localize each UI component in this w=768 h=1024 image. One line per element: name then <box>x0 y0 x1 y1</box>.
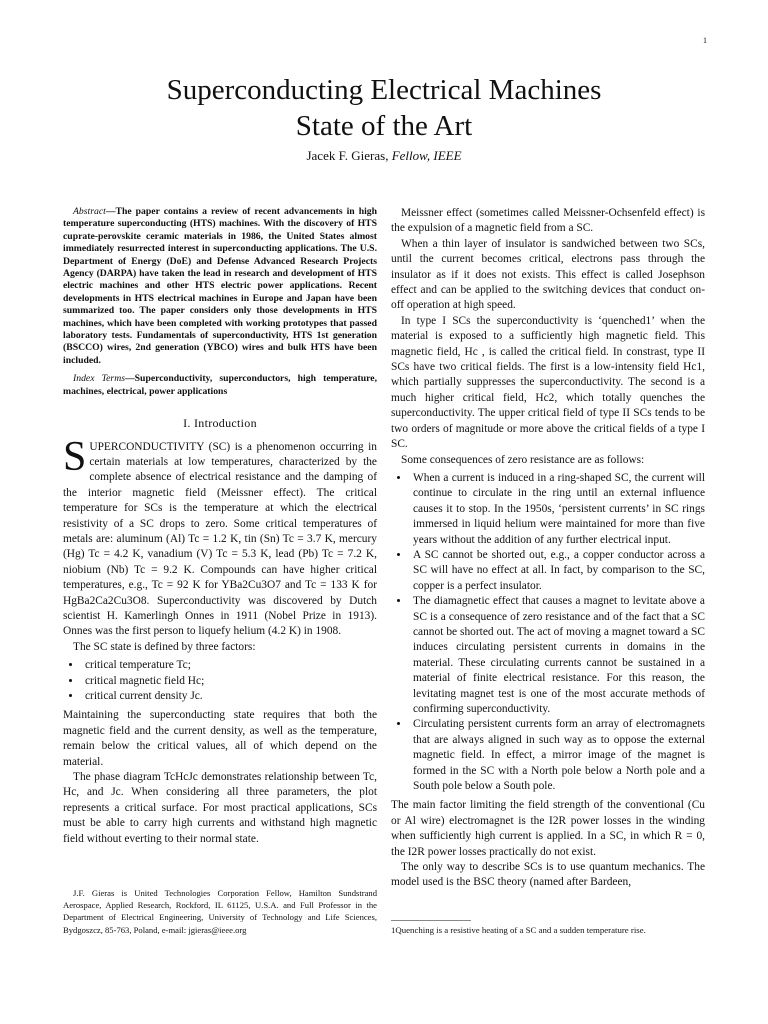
paper-title <box>0 72 768 144</box>
intro-paragraph-3: Maintaining the superconducting state requires that both the magnetic field and the current density, as well as the temperature, remain below the critical values, all of which depend on the material. <box>63 709 377 768</box>
list-item: • Circulating persistent currents form an array of electromagnets that are always aligned in such way as to oppose the external magnetic field. In effect, a mirror image of the magnet is formed in the SC with a North pole below a North pole and a South pole below a South pole. <box>410 717 705 794</box>
footnote-rule <box>391 920 471 921</box>
right-paragraph-1: Meissner effect (sometimes called Meissner-Ochsenfeld effect) is the expulsion of a magnetic field from a SC. <box>391 207 705 235</box>
author-name: Jacek F. Gieras, <box>306 148 389 163</box>
section-heading: I. Introduction <box>183 416 257 431</box>
right-paragraph-3: In type I SCs the superconductivity is ‘quenched1’ when the material is exposed to a sufficiently high magnetic field. This magnetic field, Hc , is called the critical field. In constrast, type II SCs have two critical fields. The first is a low-intensity field Hc1, which partially suppresses the superconductivity. The second is a much higher critical field, Hc2, which totally quenches the superconductivity. The upper critical field of type II SCs tends to be two orders of magnitude or more above the critical fields of a type I SC. <box>391 314 705 451</box>
right-paragraph-6: The only way to describe SCs is to use quantum mechanics. The model used is the BSC theory (named after Bardeen, <box>391 861 705 889</box>
author-line <box>0 148 768 164</box>
page-number: 1 <box>703 36 707 45</box>
index-text: —Superconductivity, superconductors, high temperature, machines, electrical, power applications <box>63 373 377 397</box>
intro-paragraph-2: The SC state is defined by three factors: <box>73 640 256 653</box>
list-item: • critical temperature Tc; <box>82 658 377 673</box>
title-line-1: Superconducting Electrical Machines <box>166 74 602 106</box>
list-item: • When a current is induced in a ring-shaped SC, the current will continue to circulate in the ring until an external influence causes it to stop. In the 1950s, ‘persistent currents’ in SC rings immersed in liquid helium were maintained for more than five years without the addition of any further electrical input. <box>410 471 705 548</box>
intro-text-1: UPERCONDUCTIVITY (SC) is a phenomenon occurring in certain materials at low temperatures, characterized by the complete absence of electrical resistance and the damping of the interior magnetic field (Meissner effect). The critical temperature for SCs is the temperature at which the electrical resistivity of a SC drops to zero. Some critical temperatures of metals are: aluminum (Al) Tc = 1.2 K, tin (Sn) Tc = 3.7 K, mercury (Hg) Tc = 4.2 K, vanadium (V) Tc = 5.3 K, lead (Pb) Tc = 7.2 K, niobium (Nb) Tc = 9.2 K. Compounds can have higher critical temperatures, e.g., Tc = 92 K for YBa2Cu3O7 and Tc = 133 K for HgBa2Ca2Cu3O8. Superconductivity was discovered by Dutch scientist H. Kamerlingh Onnes in 1911 (Nobel Prize in 1913). Onnes was the first person to liquefy helium (4.2 K) in 1908. <box>63 440 377 638</box>
right-paragraph-4: Some consequences of zero resistance are as follows: <box>401 453 645 466</box>
factors-list <box>63 658 377 704</box>
abstract <box>63 206 377 367</box>
index-label: Index Terms <box>73 373 125 385</box>
list-item: • critical current density Jc. <box>82 689 377 704</box>
abstract-text: —The paper contains a review of recent advancements in high temperature superconducting (HTS) machines. With the discovery of HTS cuprate-perovskite ceramic materials in 1986, the United States almost immediately resurrected interest in superconducting applications. The U.S. Department of Energy (DoE) and Defense Advanced Research Projects Agency (DARPA) have taken the lead in research and development of HTS electric machines and other HTS electric power applications. Recent developments in HTS electrical machines in Europe and Japan have been summarized too. The paper considers only those developments in HTS machines, which have been completed with working prototypes that passed laboratory tests. Fundamentals of superconductivity, HTS 1st generation (BSCCO) wires, 2nd generation (YBCO) wires and bulk HTS have been included. <box>63 206 377 366</box>
footnote: 1Quenching is a resistive heating of a SC and a sudden temperature rise. <box>391 925 646 935</box>
title-line-2: State of the Art <box>295 110 473 142</box>
consequences-list <box>391 471 705 795</box>
list-item: • critical magnetic field Hc; <box>82 674 377 689</box>
right-paragraph-5: The main factor limiting the field strength of the conventional (Cu or Al wire) electromagnet is the I2R power losses in the winding when sufficiently high current is applied. In a SC, in which R = 0, the I2R power losses practically do not exist. <box>391 799 705 858</box>
intro-paragraph-1 <box>63 433 377 640</box>
right-column <box>391 206 705 891</box>
abstract-label: Abstract <box>73 206 106 217</box>
left-column <box>63 206 377 847</box>
list-item: • A SC cannot be shorted out, e.g., a copper conductor across a SC will have no effect at all. In fact, by comparison to the SC, copper is a perfect insulator. <box>410 548 705 594</box>
affiliation-text: J.F. Gieras is United Technologies Corporation Fellow, Hamilton Sundstrand Aerospace, Applied Research, Rockford, IL 61125, U.S.A. and Full Professor in the Department of Electrical Engineering, University of Technology and Life Sciences, Bydgoszcz, 85-763, Poland, e-mail: jgieras@ieee.org <box>63 888 377 935</box>
drop-cap: S <box>63 433 87 480</box>
right-paragraph-2: When a thin layer of insulator is sandwiched between two SCs, until the current becomes critical, electrons pass through the insulator as if it does not exists. This effect is called Josephson effect and can be applied to the switching devices that conduct on-off operation at high speed. <box>391 237 705 312</box>
index-terms <box>63 373 377 398</box>
intro-paragraph-4: The phase diagram TcHcJc demonstrates relationship between Tc, Hc, and Jc. When considering all three parameters, the plot represents a critical surface. For most practical applications, SCs must be able to carry high currents and withstand high magnetic field without everting to their normal state. <box>63 771 377 845</box>
affiliation-footnote <box>63 887 377 936</box>
list-item: • The diamagnetic effect that causes a magnet to levitate above a SC is a consequence of zero resistance and of the fact that a SC cannot be shorted out. The act of moving a magnet toward a SC induces circulating persistent currents in domains in the material. These circulating currents cannot be sustained in a material of finite electrical resistance. For this reason, the levitating magnet test is one of the most accurate methods of confirming superconductivity. <box>410 594 705 717</box>
author-title: Fellow, IEEE <box>391 148 462 163</box>
